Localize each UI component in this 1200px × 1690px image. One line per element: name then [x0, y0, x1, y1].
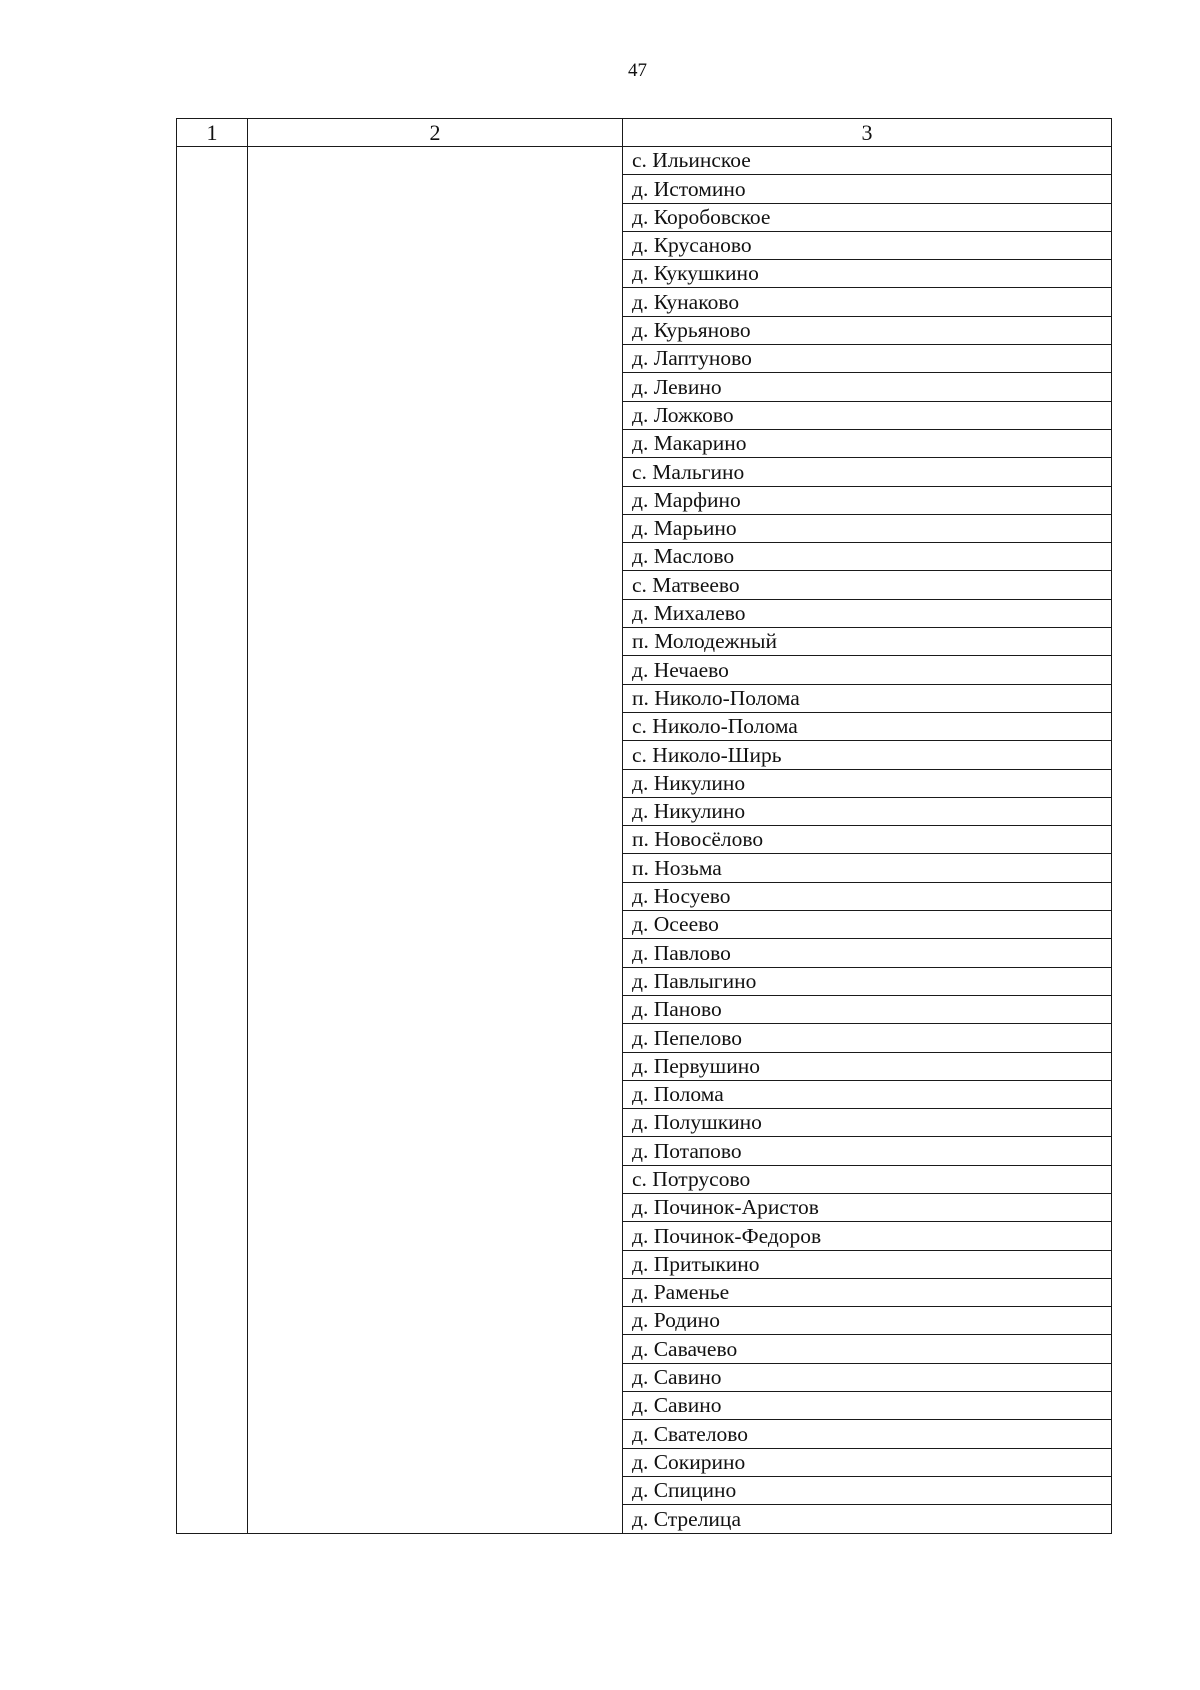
settlement-name: д. Марьино: [623, 514, 1112, 542]
column-header-3: 3: [623, 119, 1112, 147]
settlement-name: д. Левино: [623, 373, 1112, 401]
settlement-name: д. Крусаново: [623, 231, 1112, 259]
settlement-name: с. Потрусово: [623, 1165, 1112, 1193]
settlement-name: д. Потапово: [623, 1137, 1112, 1165]
settlement-name: д. Кунаково: [623, 288, 1112, 316]
settlement-name: д. Савачево: [623, 1335, 1112, 1363]
column-header-1: 1: [177, 119, 248, 147]
settlement-name: д. Пепелово: [623, 1024, 1112, 1052]
settlement-name: д. Никулино: [623, 797, 1112, 825]
settlements-table: [176, 118, 1112, 1534]
settlement-name: с. Матвеево: [623, 571, 1112, 599]
settlement-name: д. Маслово: [623, 543, 1112, 571]
settlement-name: д. Родино: [623, 1307, 1112, 1335]
settlement-name: д. Кукушкино: [623, 260, 1112, 288]
settlement-name: п. Молодежный: [623, 628, 1112, 656]
settlement-name: д. Носуево: [623, 882, 1112, 910]
settlement-name: д. Спицино: [623, 1476, 1112, 1504]
settlement-name: д. Никулино: [623, 769, 1112, 797]
settlement-name: д. Паново: [623, 995, 1112, 1023]
column-1-cell: [177, 147, 248, 1534]
settlement-name: с. Ильинское: [623, 147, 1112, 175]
settlement-name: д. Полушкино: [623, 1109, 1112, 1137]
settlement-name: д. Коробовское: [623, 203, 1112, 231]
settlement-name: д. Стрелица: [623, 1505, 1112, 1533]
settlement-name: д. Савино: [623, 1392, 1112, 1420]
settlement-name: д. Починок-Аристов: [623, 1193, 1112, 1221]
settlement-name: д. Макарино: [623, 429, 1112, 457]
settlement-name: с. Николо-Ширь: [623, 741, 1112, 769]
settlement-name: с. Николо-Полома: [623, 712, 1112, 740]
settlement-name: д. Раменье: [623, 1278, 1112, 1306]
settlement-name: д. Сокирино: [623, 1448, 1112, 1476]
settlement-name: д. Савино: [623, 1363, 1112, 1391]
settlement-name: д. Полома: [623, 1080, 1112, 1108]
settlement-name: п. Николо-Полома: [623, 684, 1112, 712]
settlement-name: д. Первушино: [623, 1052, 1112, 1080]
settlement-name: д. Свателово: [623, 1420, 1112, 1448]
settlement-name: д. Притыкино: [623, 1250, 1112, 1278]
settlement-name: д. Курьяново: [623, 316, 1112, 344]
settlement-name: д. Лаптуново: [623, 345, 1112, 373]
settlement-name: д. Истомино: [623, 175, 1112, 203]
settlement-name: с. Мальгино: [623, 458, 1112, 486]
settlement-name: д. Павлыгино: [623, 967, 1112, 995]
settlement-name: д. Ложково: [623, 401, 1112, 429]
settlement-name: д. Нечаево: [623, 656, 1112, 684]
settlement-name: д. Починок-Федоров: [623, 1222, 1112, 1250]
settlement-name: п. Новосёлово: [623, 826, 1112, 854]
table-body: [177, 147, 1112, 1534]
column-2-cell: [248, 147, 623, 1534]
table-row: [177, 147, 1112, 175]
page-number: 47: [628, 60, 647, 81]
settlement-name: п. Нозьма: [623, 854, 1112, 882]
column-header-2: 2: [248, 119, 623, 147]
settlement-name: д. Осеево: [623, 911, 1112, 939]
table-header-row: [177, 119, 1112, 147]
settlement-name: д. Михалево: [623, 599, 1112, 627]
settlement-name: д. Павлово: [623, 939, 1112, 967]
settlement-name: д. Марфино: [623, 486, 1112, 514]
